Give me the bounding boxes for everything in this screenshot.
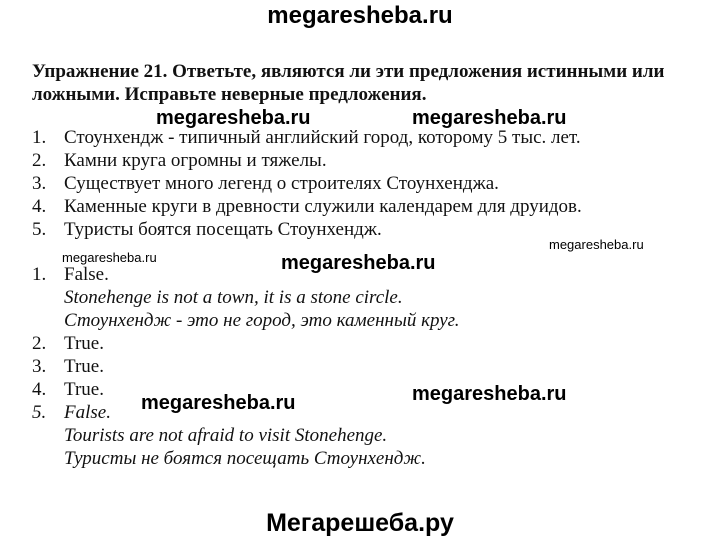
statement-number: 5. [32, 219, 47, 240]
statement-text: Существует много легенд о строителях Стоунхенджа. [64, 173, 499, 194]
watermark: megaresheba.ru [549, 237, 644, 252]
answer-number: 5. [32, 402, 47, 423]
watermark: megaresheba.ru [141, 392, 296, 414]
statement-text: Камни круга огромны и тяжелы. [64, 150, 327, 171]
answer-verdict: False. [64, 264, 109, 285]
statement-text: Каменные круги в древности служили календарем для друидов. [64, 196, 582, 217]
answer-verdict: True. [64, 333, 104, 354]
answer-correction-en: Tourists are not afraid to visit Stonehenge. [64, 425, 388, 446]
statement-number: 3. [32, 173, 47, 194]
statement-number: 2. [32, 150, 47, 171]
answer-number: 3. [32, 356, 47, 377]
watermark: megaresheba.ru [412, 107, 567, 129]
answer-correction-ru: Стоунхендж - это не город, это каменный круг. [64, 310, 460, 331]
statement-number: 4. [32, 196, 47, 217]
answer-verdict: True. [64, 379, 104, 400]
watermark: megaresheba.ru [412, 383, 567, 405]
site-footer: Мегарешеба.ру [266, 509, 454, 537]
site-header: megaresheba.ru [267, 2, 453, 29]
answer-correction-en: Stonehenge is not a town, it is a stone circle. [64, 287, 403, 308]
statement-number: 1. [32, 127, 47, 148]
statement-text: Стоунхендж - типичный английский город, которому 5 тыс. лет. [64, 127, 581, 148]
watermark: megaresheba.ru [156, 107, 311, 129]
answer-verdict: False. [64, 402, 111, 423]
statement-text: Туристы боятся посещать Стоунхендж. [64, 219, 382, 240]
answer-number: 1. [32, 264, 47, 285]
answer-correction-ru: Туристы не боятся посещать Стоунхендж. [64, 448, 426, 469]
watermark: megaresheba.ru [62, 250, 157, 265]
answer-verdict: True. [64, 356, 104, 377]
watermark: megaresheba.ru [281, 252, 436, 274]
exercise-title: Упражнение 21. Ответьте, являются ли эти предложения истинными или ложными. Исправьте неверные предложения. [32, 61, 665, 105]
answer-number: 4. [32, 379, 47, 400]
answer-number: 2. [32, 333, 47, 354]
